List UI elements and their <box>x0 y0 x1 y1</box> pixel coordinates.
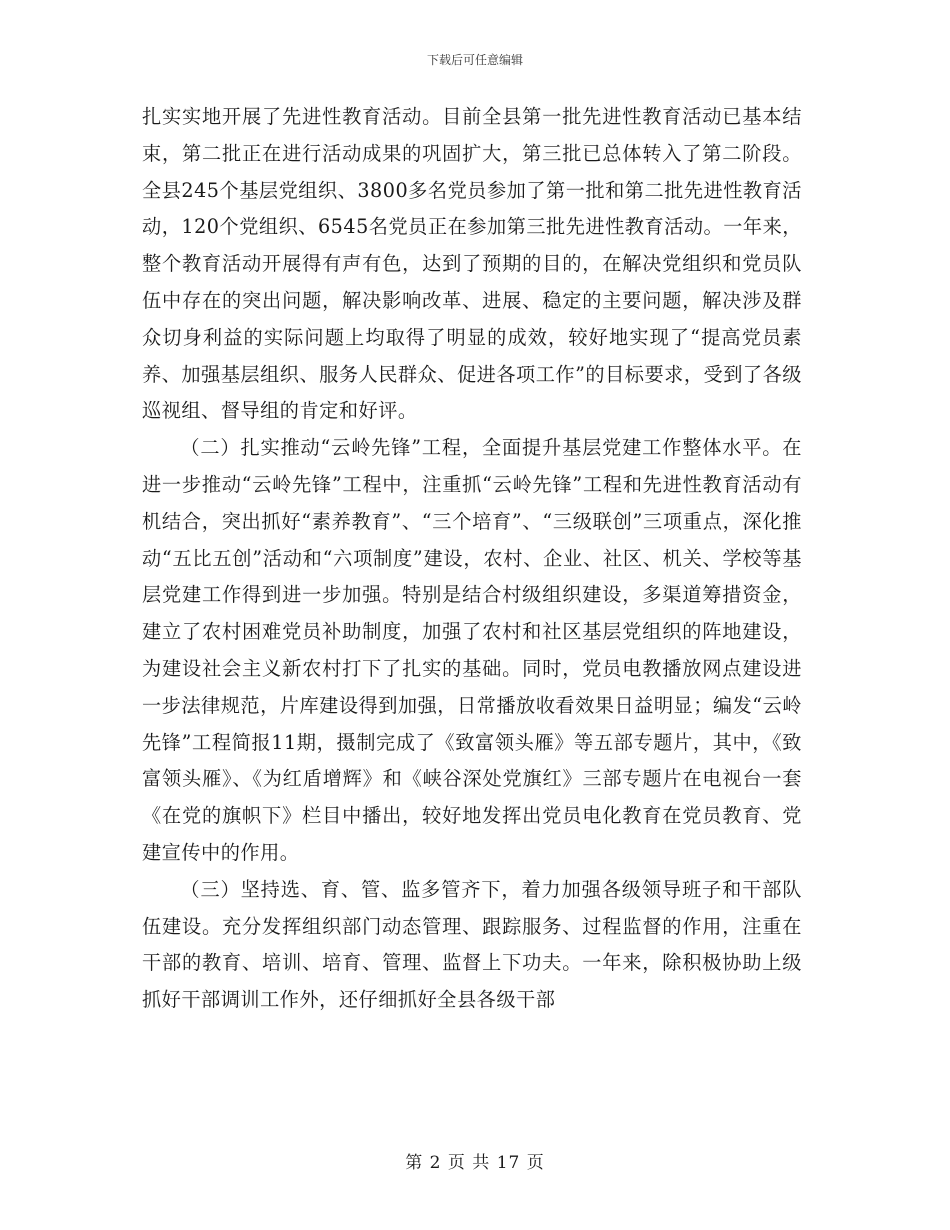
document-body <box>142 99 802 1019</box>
paragraph-section-three: （三）坚持选、育、管、监多管齐下，着力加强各级领导班子和干部队伍建设。充分发挥组织部门动态管理、跟踪服务、过程监督的作用，注重在干部的教育、培训、培育、管理、监督上下功夫。一年来，除积极协助上级抓好干部调训工作外，还仔细抓好全县各级干部 <box>142 877 802 1012</box>
paragraph-continuation: 扎实实地开展了先进性教育活动。目前全县第一批先进性教育活动已基本结束，第二批正在进行活动成果的巩固扩大，第三批已总体转入了第二阶段。全县245个基层党组织、3800多名党员参加了第一批和第二批先进性教育活动，120个党组织、6545名党员正在参加第三批先进性教育活动。一年来，整个教育活动开展得有声有色，达到了预期的目的，在解决党组织和党员队伍中存在的突出问题，解决影响改革、进展、稳定的主要问题，解决涉及群众切身利益的实际问题上均取得了明显的成效，较好地实现了“提高党员素养、加强基层组织、服务人民群众、促进各项工作”的目标要求，受到了各级巡视组、督导组的肯定和好评。 <box>142 105 802 423</box>
paragraph-section-two: （二）扎实推动“云岭先锋”工程，全面提升基层党建工作整体水平。在进一步推动“云岭先锋”工程中，注重抓“云岭先锋”工程和先进性教育活动有机结合，突出抓好“素养教育”、“三个培育”、“三级联创”三项重点，深化推动“五比五创”活动和“六项制度”建设，农村、企业、社区、机关、学校等基层党建工作得到进一步加强。特别是结合村级组织建设，多渠道筹措资金，建立了农村困难党员补助制度，加强了农村和社区基层党组织的阵地建设，为建设社会主义新农村打下了扎实的基础。同时，党员电教播放网点建设进一步法律规范，片库建设得到加强，日常播放收看效果日益明显；编发“云岭先锋”工程简报11期，摄制完成了《致富领头雁》等五部专题片，其中，《致富领头雁》、《为红盾增辉》和《峡谷深处党旗红》三部专题片在电视台一套《在党的旗帜下》栏目中播出，较好地发挥出党员电化教育在党员教育、党建宣传中的作用。 <box>142 436 802 864</box>
page-number-footer: 第 2 页 共 17 页 <box>405 1153 545 1173</box>
page-header: 下载后可任意编辑 <box>426 53 523 67</box>
